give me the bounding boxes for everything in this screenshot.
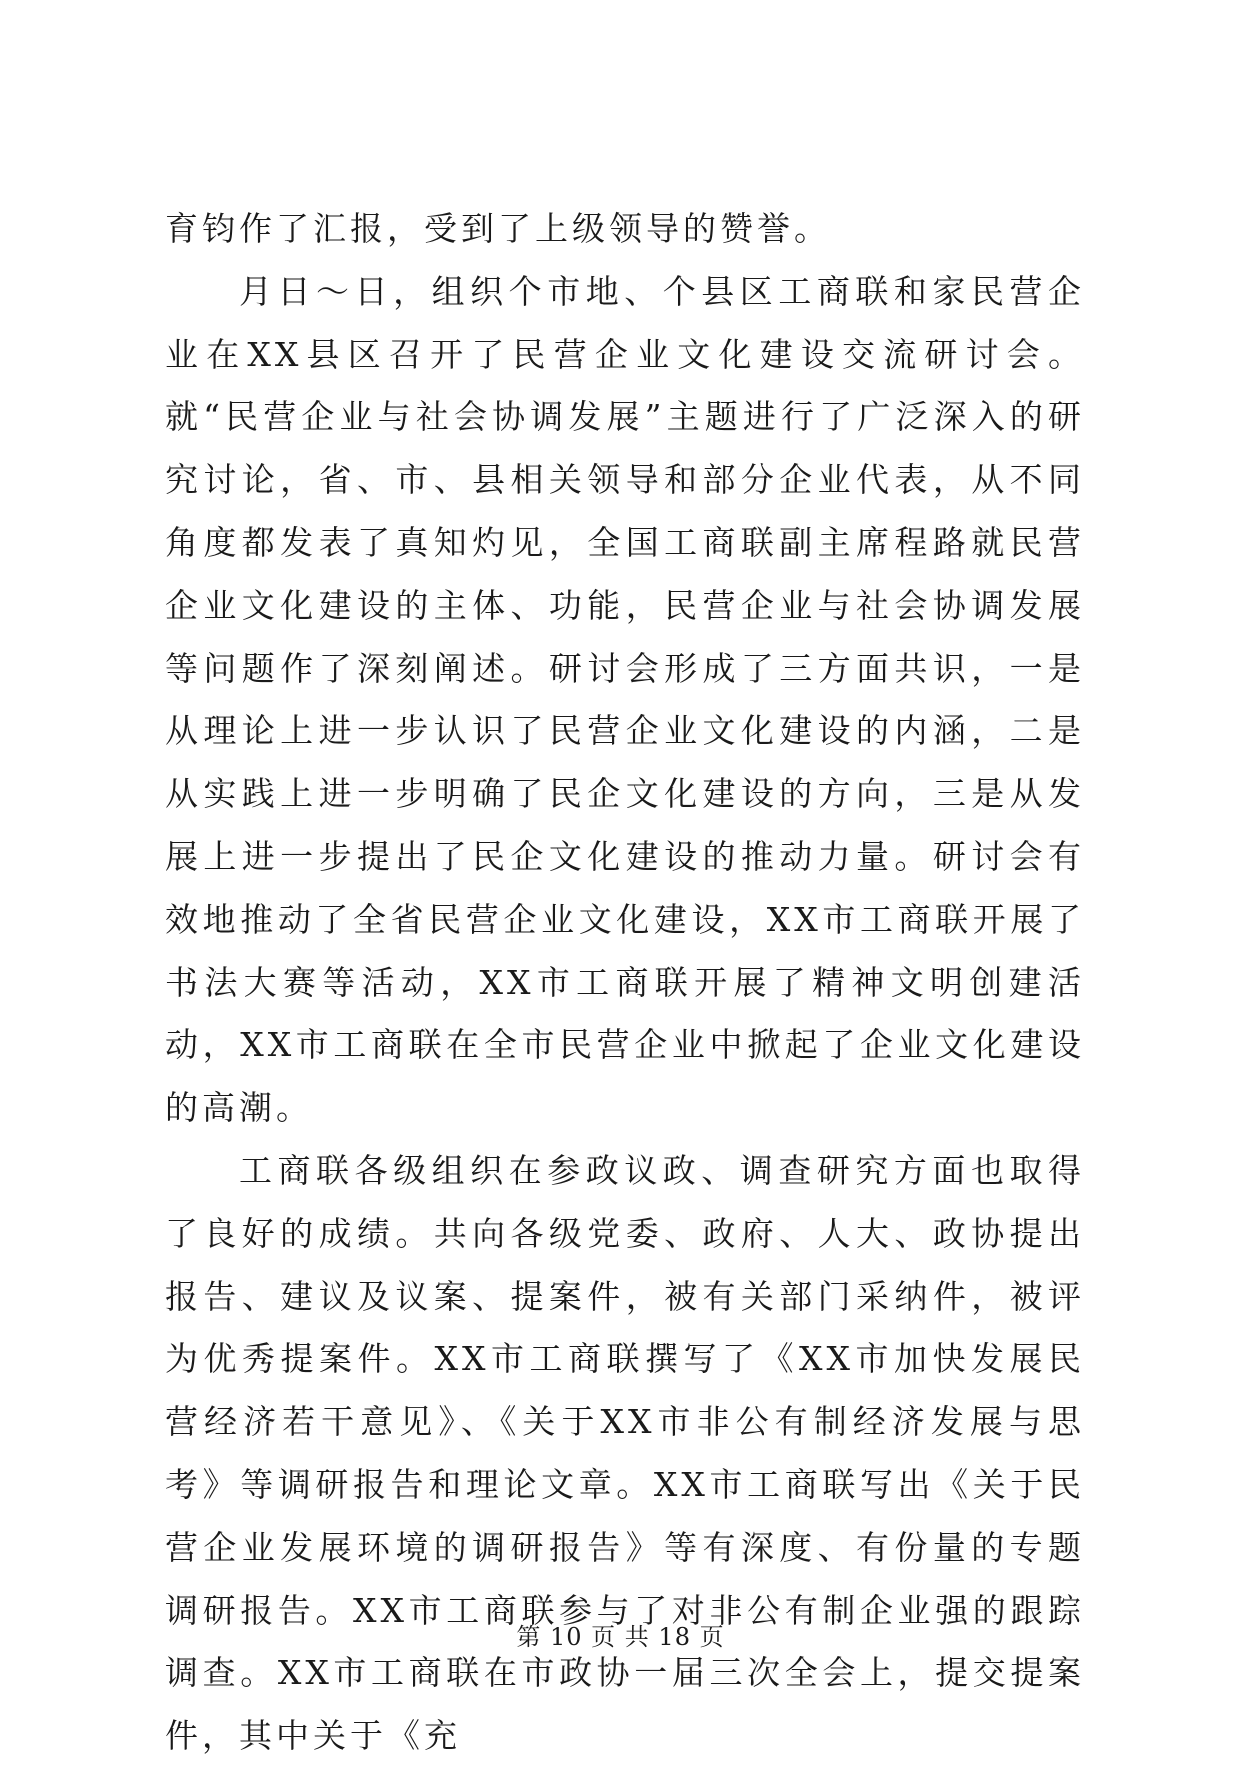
body-text <box>165 198 1085 1768</box>
page-footer: 第 10 页 共 18 页 <box>516 1623 725 1651</box>
paragraph-3: 工商联各级组织在参政议政、调查研究方面也取得了良好的成绩。共向各级党委、政府、人大、政协提出报告、建议及议案、提案件，被有关部门采纳件，被评为优秀提案件。XX市工商联撰写了《XX市加快发展民营经济若干意见》、《关于XX市非公有制经济发展与思考》等调研报告和理论文章。XX市工商联写出《关于民营企业发展环境的调研报告》等有深度、有份量的专题调研报告。XX市工商联参与了对非公有制企业强的跟踪调查。XX市工商联在市政协一届三次全会上，提交提案件，其中关于《充 <box>165 1150 1085 1756</box>
paragraph-1: 育钧作了汇报，受到了上级领导的赞誉。 <box>165 209 831 248</box>
paragraph-2: 月日～日，组织个市地、个县区工商联和家民营企业在XX县区召开了民营企业文化建设交流研讨会。就“民营企业与社会协调发展”主题进行了广泛深入的研究讨论，省、市、县相关领导和部分企业代表，从不同角度都发表了真知灼见，全国工商联副主席程路就民营企业文化建设的主体、功能，民营企业与社会协调发展等问题作了深刻阐述。研讨会形成了三方面共识，一是从理论上进一步认识了民营企业文化建设的内涵，二是从实践上进一步明确了民企文化建设的方向，三是从发展上进一步提出了民企文化建设的推动力量。研讨会有效地推动了全省民营企业文化建设，XX市工商联开展了书法大赛等活动，XX市工商联开展了精神文明创建活动，XX市工商联在全市民营企业中掀起了企业文化建设的高潮。 <box>165 271 1085 1128</box>
